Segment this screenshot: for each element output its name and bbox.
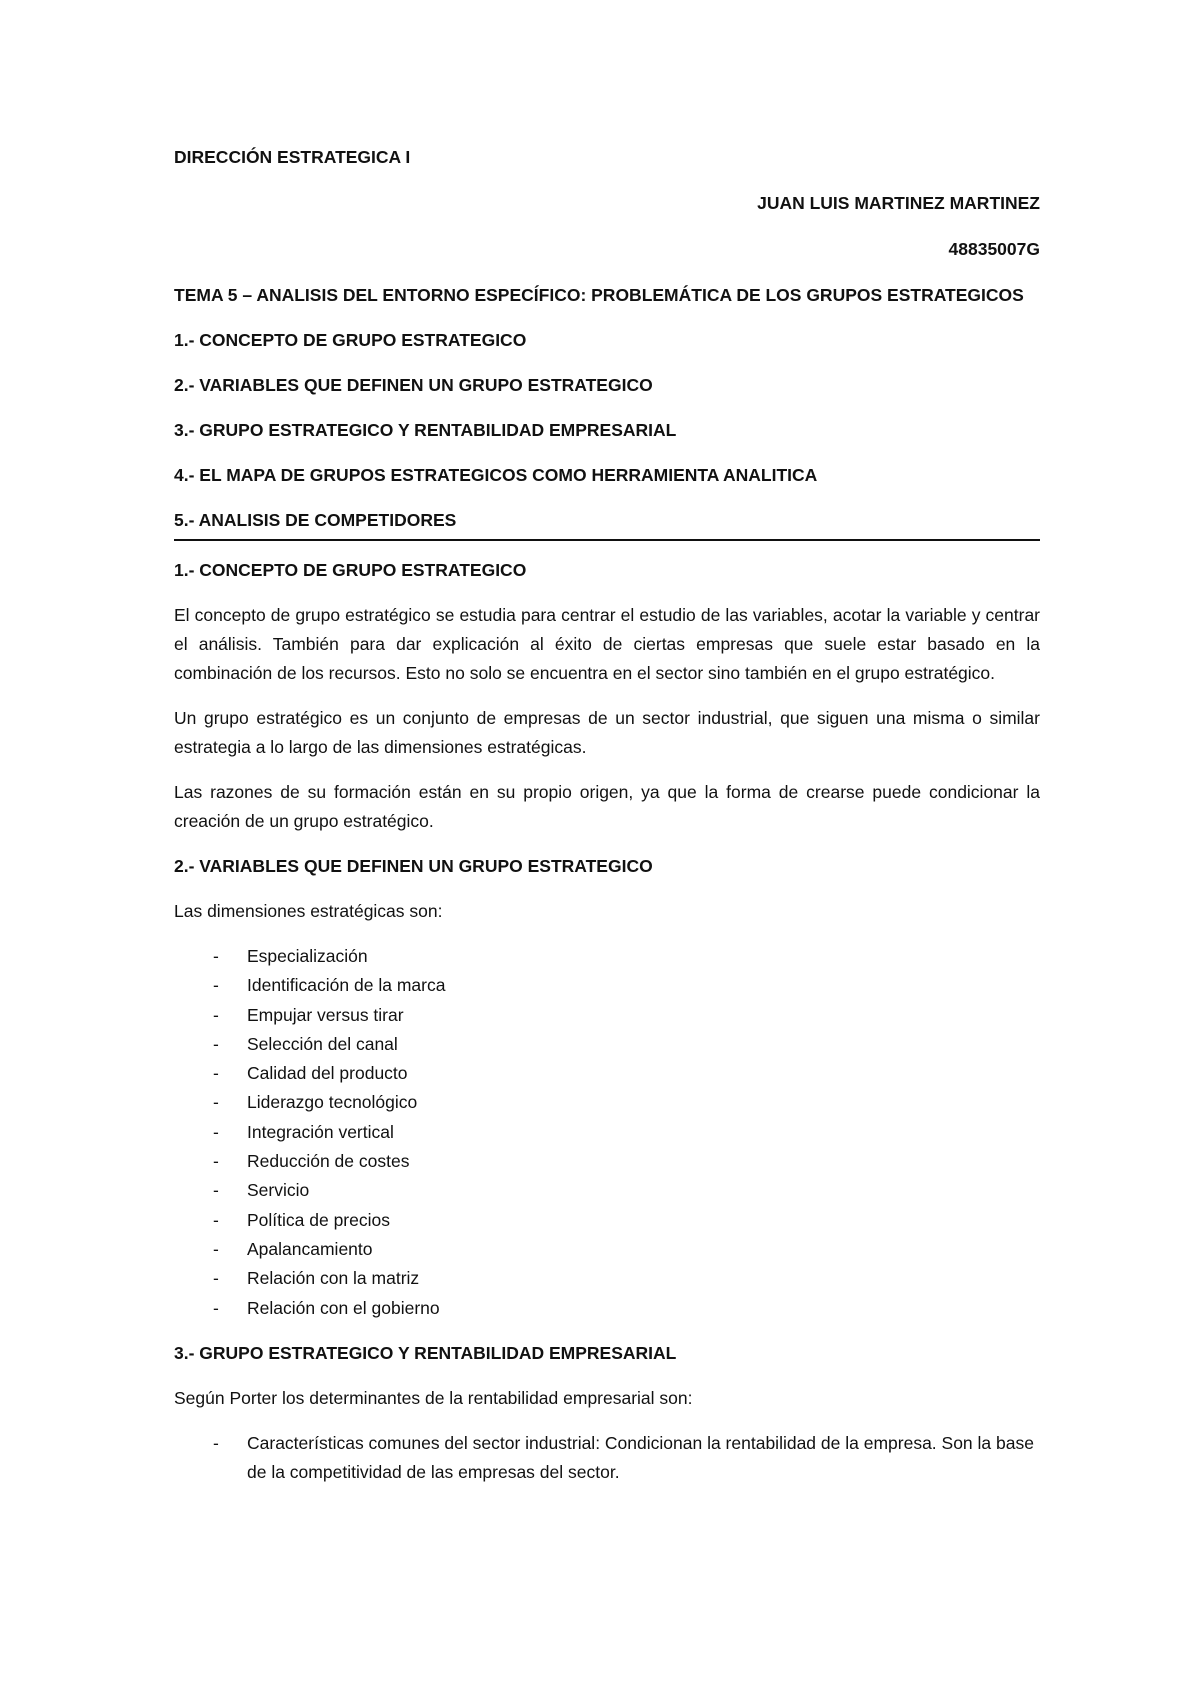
dash-bullet: - [213,1209,219,1230]
section-1-paragraph: Un grupo estratégico es un conjunto de empresas de un sector industrial, que siguen una misma o similar estrategia a lo largo de las dimensiones estratégicas. [174,708,1040,757]
dash-bullet: - [213,1297,219,1318]
list-item-text: Apalancamiento [247,1238,373,1259]
list-item-text: Política de precios [247,1209,390,1230]
section-1-paragraph: Las razones de su formación están en su propio origen, ya que la forma de crearse puede condicionar la creación de un grupo estratégico. [174,782,1040,831]
dash-bullet: - [213,975,219,996]
profitability-determinants-list [174,1429,1040,1488]
list-item-text: Empujar versus tirar [247,1004,404,1025]
list-item-text: Identificación de la marca [247,975,446,996]
list-item-text: Integración vertical [247,1121,394,1142]
list-item [174,1429,1040,1488]
list-item [174,1147,1040,1176]
section-1-paragraph: El concepto de grupo estratégico se estudia para centrar el estudio de las variables, acotar la variable y centrar el análisis. También para dar explicación al éxito de ciertas empresas que suele estar basado en la combinación de los recursos. Esto no solo se encuentra en el sector sino también en el grupo estratégico. [174,605,1040,683]
list-item [174,1001,1040,1030]
dash-bullet: - [213,1180,219,1201]
list-item-text: Liderazgo tecnológico [247,1092,418,1113]
list-item [174,1030,1040,1059]
dash-bullet: - [213,1432,219,1453]
list-item [174,1264,1040,1293]
strategic-dimensions-list [174,942,1040,1323]
list-item [174,1176,1040,1205]
toc-item: 5.- ANALISIS DE COMPETIDORES [174,510,457,530]
list-item [174,1059,1040,1088]
list-item-text: Especialización [247,946,368,966]
section-divider [174,539,1040,541]
list-item-text: Selección del canal [247,1033,398,1054]
dash-bullet: - [213,1151,219,1172]
list-item [174,1235,1040,1264]
section-3-heading: 3.- GRUPO ESTRATEGICO Y RENTABILIDAD EMPRESARIAL [174,1342,677,1363]
dash-bullet: - [213,946,219,966]
dash-bullet: - [213,1063,219,1084]
student-id: 48835007G [948,239,1040,259]
list-item [174,1088,1040,1117]
section-1-heading: 1.- CONCEPTO DE GRUPO ESTRATEGICO [174,560,527,580]
toc-item: 4.- EL MAPA DE GRUPOS ESTRATEGICOS COMO HERRAMIENTA ANALITICA [174,465,818,485]
list-item-text: Relación con el gobierno [247,1297,440,1318]
list-item [174,1118,1040,1147]
list-item-text: Relación con la matriz [247,1268,420,1289]
dash-bullet: - [213,1268,219,1289]
list-item-text: Calidad del producto [247,1063,408,1084]
dash-bullet: - [213,1121,219,1142]
toc-item: 1.- CONCEPTO DE GRUPO ESTRATEGICO [174,330,527,350]
list-item-text: Reducción de costes [247,1151,410,1172]
list-item [174,1294,1040,1323]
toc-item: 2.- VARIABLES QUE DEFINEN UN GRUPO ESTRATEGICO [174,375,653,395]
section-2-intro: Las dimensiones estratégicas son: [174,901,443,921]
course-title: DIRECCIÓN ESTRATEGICA I [174,147,411,167]
list-item [174,942,1040,971]
table-of-contents [174,326,1040,539]
section-2-heading: 2.- VARIABLES QUE DEFINEN UN GRUPO ESTRATEGICO [174,856,653,876]
list-item-text: Servicio [247,1180,310,1201]
dash-bullet: - [213,1033,219,1054]
document-body [174,143,1040,1503]
list-item [174,1206,1040,1235]
list-item [174,971,1040,1000]
list-item-text: Características comunes del sector industrial: Condicionan la rentabilidad de la empresa. Son la base de la competitividad de las empresas del sector. [247,1432,1034,1483]
dash-bullet: - [213,1004,219,1025]
author-name: JUAN LUIS MARTINEZ MARTINEZ [757,193,1040,213]
section-3-intro: Según Porter los determinantes de la rentabilidad empresarial son: [174,1387,693,1408]
topic-title: TEMA 5 – ANALISIS DEL ENTORNO ESPECÍFICO: PROBLEMÁTICA DE LOS GRUPOS ESTRATEGICOS [174,285,1024,305]
dash-bullet: - [213,1238,219,1259]
toc-item: 3.- GRUPO ESTRATEGICO Y RENTABILIDAD EMPRESARIAL [174,420,677,440]
dash-bullet: - [213,1092,219,1113]
